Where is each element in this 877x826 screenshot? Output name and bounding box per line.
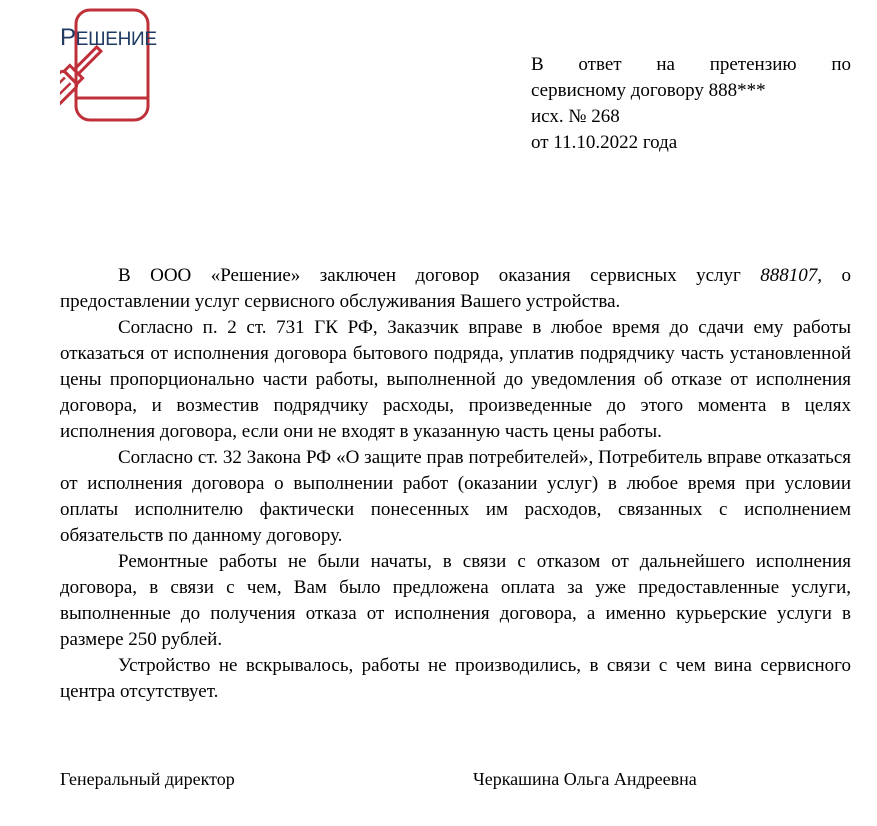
reference-line-3: исх. № 268: [531, 106, 620, 127]
signatory-name: Черкашина Ольга Андреевна: [473, 769, 697, 789]
paragraph-5: Устройство не вскрывалось, работы не производились, в связи с чем вина сервисного центра отсутствует.: [60, 655, 851, 702]
reference-line-2: сервисному договору 888***: [531, 80, 766, 101]
logo-wordmark: РЕШЕНИЕ: [60, 24, 157, 51]
letter-body: [60, 263, 851, 705]
paragraph-4: Ремонтные работы не были начаты, в связи с отказом от дальнейшего исполнения договора, в связи с чем, Вам было предложена оплата за уже предоставленные услуги, выполненные до получения отказа от исполнения договора, а именно курьерские услуги в размере 250 рублей.: [60, 551, 851, 650]
signatory-position: Генеральный директор: [60, 769, 235, 789]
contract-number: 888107,: [760, 265, 823, 286]
paragraph-3: Согласно ст. 32 Закона РФ «О защите прав потребителей», Потребитель вправе отказаться от исполнения договора о выполнении работ (оказании услуг) в любое время при условии оплаты исполнителю фактически понесенных им расходов, связанных с исполнением обязательств по данному договору.: [60, 447, 851, 546]
reference-line-4: от 11.10.2022 года: [531, 132, 678, 153]
reply-reference: [531, 52, 851, 156]
paragraph-2: Согласно п. 2 ст. 731 ГК РФ, Заказчик вправе в любое время до сдачи ему работы отказаться от исполнения договора бытового подряда, уплатив подрядчику часть установленной цены пропорционально части работы, выполненной до уведомления об отказе от исполнения договора, и возместив подрядчику расходы, произведенные до этого момента в целях исполнения договора, если они не входят в указанную часть цены работы.: [60, 317, 851, 442]
reference-line-1: В ответ на претензию по: [531, 54, 851, 75]
company-logo: [60, 8, 182, 132]
paragraph-1: В ООО «Решение» заключен договор оказания сервисных услуг 888107, о предоставлении услуг сервисного обслуживания Вашего устройства.: [60, 265, 851, 312]
